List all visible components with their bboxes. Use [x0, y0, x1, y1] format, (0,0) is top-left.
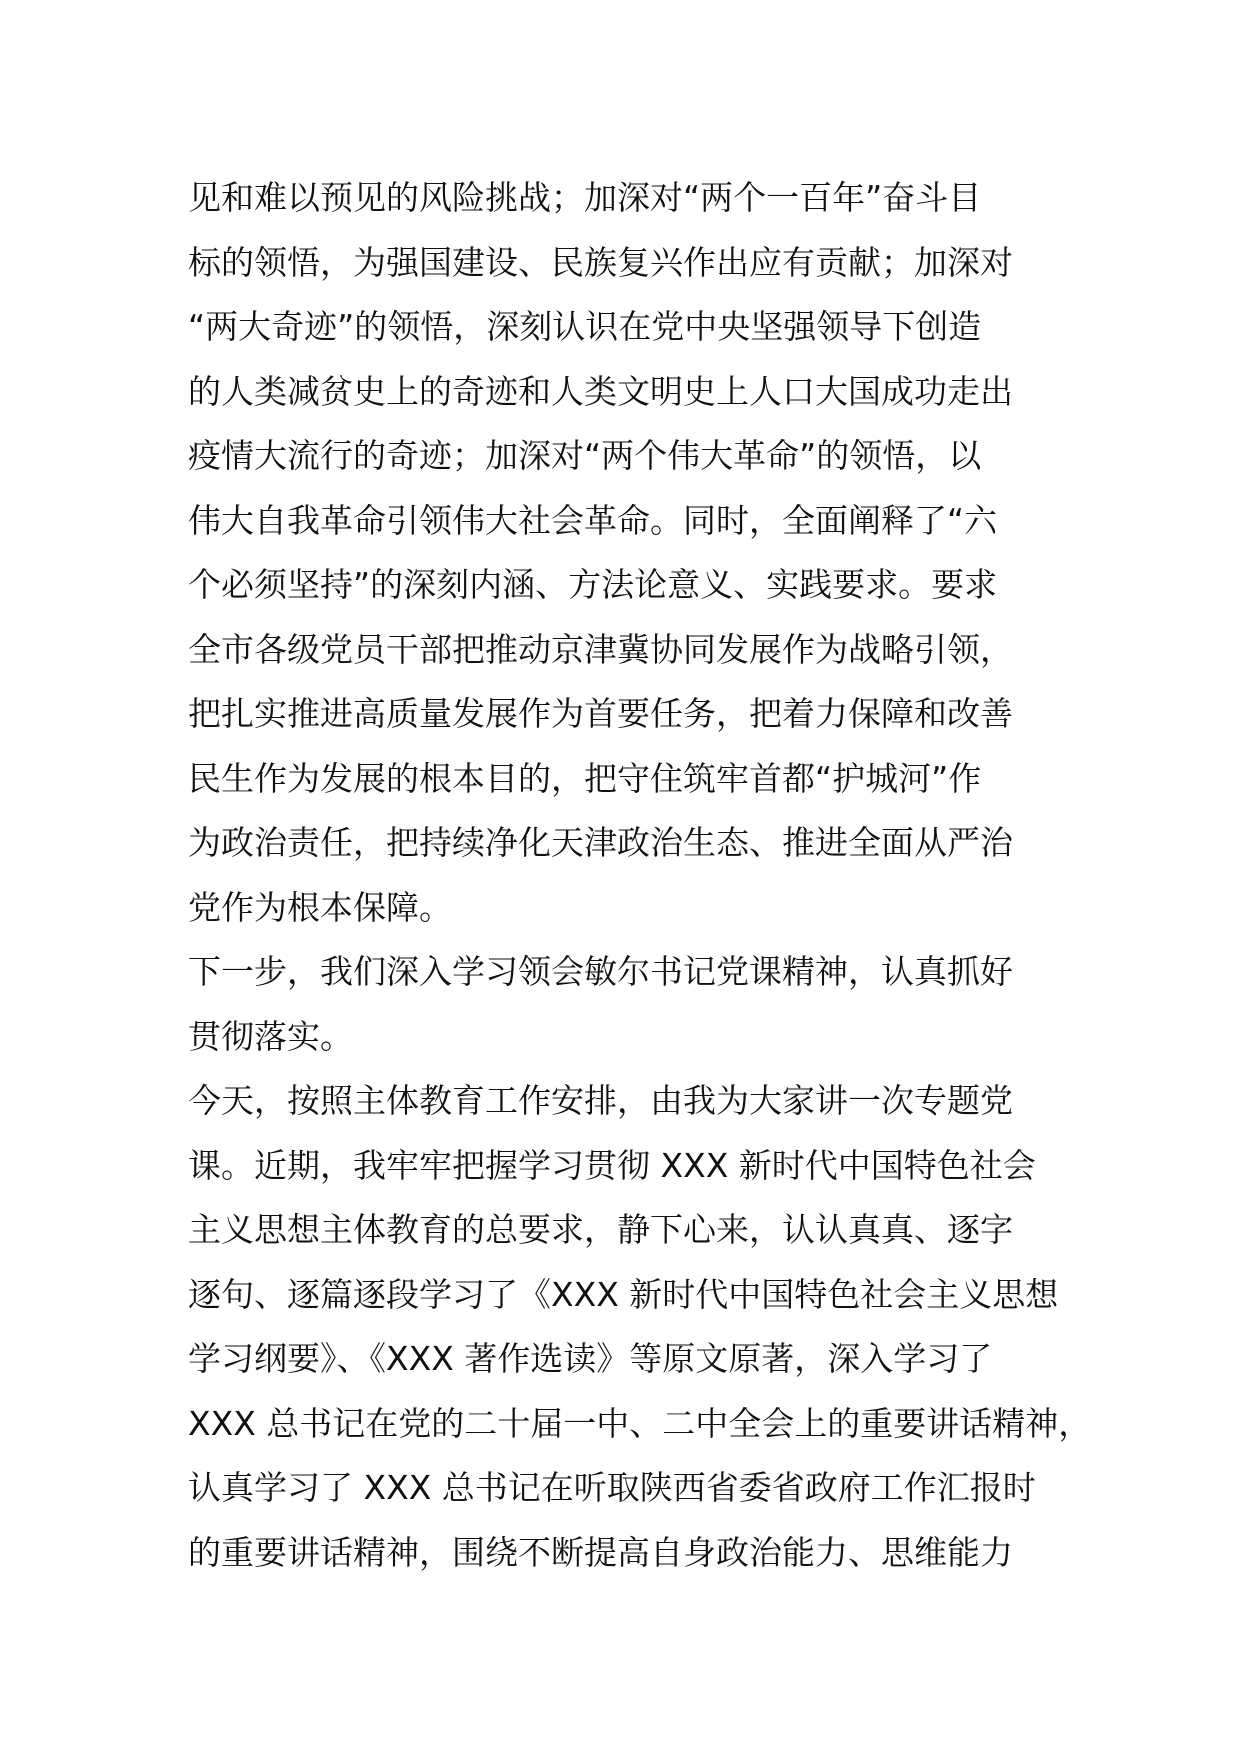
text-line: XXX 总书记在党的二十届一中、二中全会上的重要讲话精神， [188, 1403, 1092, 1443]
text-line: “两大奇迹”的领悟，深刻认识在党中央坚强领导下创造 [188, 307, 982, 346]
text-line: 逐句、逐篇逐段学习了《XXX 新时代中国特色社会主义思想 [188, 1274, 1059, 1314]
text-line: 认真学习了 XXX 总书记在听取陕西省委省政府工作汇报时 [188, 1468, 1036, 1507]
text-line: 学习纲要》、《XXX 著作选读》等原文原著，深入学习了 [188, 1339, 993, 1378]
text-line: 个必须坚持”的深刻内涵、方法论意义、实践要求。要求 [188, 565, 998, 604]
text-line: 的人类减贫史上的奇迹和人类文明史上人口大国成功走出 [188, 371, 1013, 411]
body-text [188, 166, 1092, 1585]
text-line: 主义思想主体教育的总要求，静下心来，认认真真、逐字 [188, 1210, 1013, 1249]
text-line: 课。近期，我牢牢把握学习贯彻 XXX 新时代中国特色社会 [188, 1145, 1036, 1185]
text-line: 为政治责任，把持续净化天津政治生态、推进全面从严治 [188, 823, 1013, 862]
text-line: 党作为根本保障。 [188, 887, 452, 927]
text-line: 把扎实推进高质量发展作为首要任务，把着力保障和改善 [188, 694, 1013, 733]
text-line: 标的领悟，为强国建设、民族复兴作出应有贡献；加深对 [188, 242, 1013, 282]
text-line: 下一步，我们深入学习领会敏尔书记党课精神，认真抓好 [188, 952, 1013, 991]
text-line: 的重要讲话精神，围绕不断提高自身政治能力、思维能力 [188, 1532, 1013, 1572]
text-line: 贯彻落实。 [188, 1016, 353, 1056]
text-line: 全市各级党员干部把推动京津冀协同发展作为战略引领， [188, 629, 1013, 669]
text-line: 今天，按照主体教育工作安排，由我为大家讲一次专题党 [188, 1081, 1013, 1120]
text-line: 见和难以预见的风险挑战；加深对“两个一百年”奋斗目 [188, 178, 982, 217]
text-line: 民生作为发展的根本目的，把守住筑牢首都“护城河”作 [188, 758, 982, 798]
text-line: 伟大自我革命引领伟大社会革命。同时，全面阐释了“六 [188, 500, 998, 540]
text-line: 疫情大流行的奇迹；加深对“两个伟大革命”的领悟，以 [188, 436, 982, 475]
